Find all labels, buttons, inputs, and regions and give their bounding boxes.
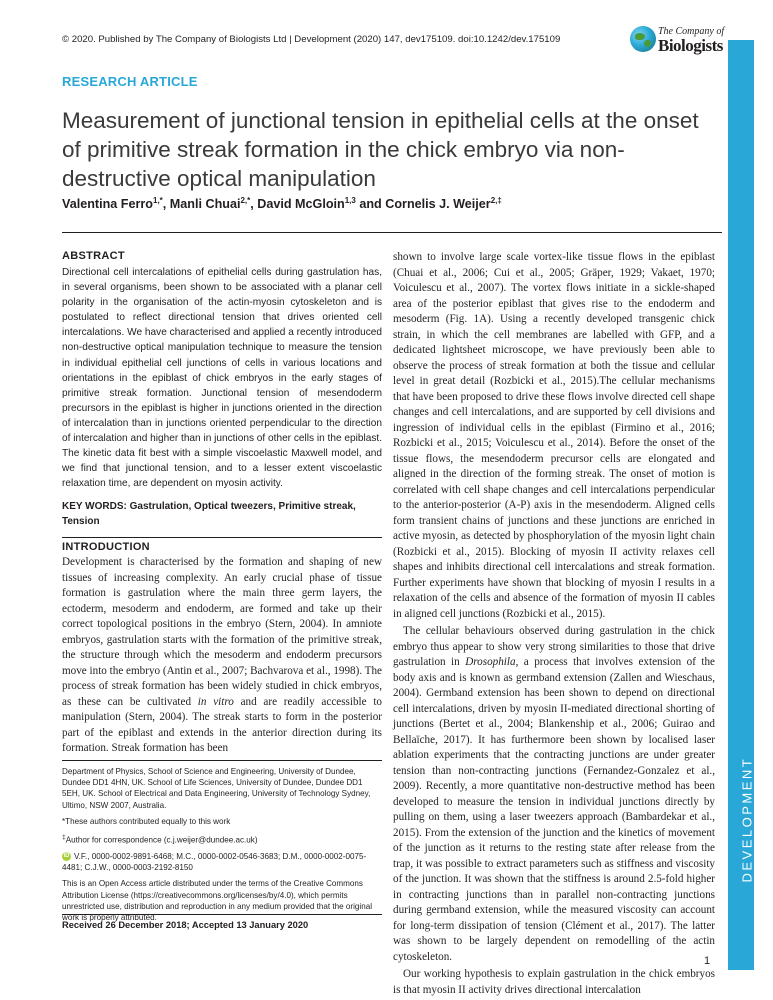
author-separator: , <box>162 197 170 212</box>
orcid-text: V.F., 0000-0002-9891-6468; M.C., 0000-0002-0546-3683; D.M., 0000-0002-0075-4481; C.J.W., 0000-0003-2192-8150 <box>62 851 367 873</box>
author-affiliation: 1,* <box>153 196 163 205</box>
footnote-divider <box>62 760 382 761</box>
intro-italic: in vitro <box>197 695 234 708</box>
author-separator: and <box>355 197 386 212</box>
right-column <box>393 248 715 998</box>
paragraph-text: , a process that involves extension of the body axis and is known as germband extension (Zallen and Wieschaus, 2004). Germband extension has been shown to depend on directional cell intercalations, driven by myosin II-mediated directional shorting of junctions (Bertet et al., 2004; Blankenship et al., 2006; Guirao and Bellaïche, 2017). It has furthermore been shown by localised laser ablation experiments that the contracting junctions are under greater tension than non-contracting junctions (Fernandez-Gonzalez et al., 2009). Recently, a more quantitative non-destructive method has been developed to measure the tension in individual junctions directly by pulling on them, using a laser tweezers approach (Bambardekar et al., 2015). From the extension of the junction and the kinetics of movement of the junction as it returns to the resting state after release from the trap, it was possible to extract parameters such as stiffness and viscosity of the junction. It was shown that the stiffness is around 2.5-fold higher in contracting junctions than in parallel non-contracting junctions during germband extension, while the measured viscosity can account for long-term dissipation of tension (Clément et al., 2017). The latter was shown to be largely dependent on remodelling of the actin cytoskeleton. <box>393 656 715 963</box>
paragraph-italic: Drosophila <box>465 656 516 668</box>
correspondence <box>62 832 382 846</box>
body-paragraph: Our working hypothesis to explain gastrulation in the chick embryos is that myosin II activity drives directional intercalation <box>393 968 715 996</box>
keywords: KEY WORDS: Gastrulation, Optical tweezers, Primitive streak, Tension <box>62 501 356 527</box>
footnotes <box>62 766 382 928</box>
correspondence-text: Author for correspondence (c.j.weijer@dundee.ac.uk) <box>65 835 258 845</box>
introduction-paragraph <box>62 555 382 757</box>
article-title: Measurement of junctional tension in epithelial cells at the onset of primitive streak formation in the chick embryo via non-destructive optical manipulation <box>62 108 699 191</box>
journal-name: DEVELOPMENT <box>739 756 755 883</box>
body-paragraph: shown to involve large scale vortex-like tissue flows in the epiblast (Chuai et al., 2006; Cui et al., 2005; Gräper, 1929; Vakaet, 1970; Voiculescu et al., 2007). The vortex flows initiate in a sickle-shaped area of the posterior epiblast that gives rise to the endoderm and mesoderm (Fig. 1A). Using a recently developed transgenic chick strain, in which the cell membranes are labelled with GFP, and a dedicated lightsheet microscope, we have previously been able to observe the process of streak formation at both the tissue and cellular level in great detail (Rozbicki et al., 2015).The cellular mechanisms that have been proposed to drive these flows involve directed cell shape changes and cell intercalations, and are supported by cell divisions and ingression of individual cells in the epiblast (Firmino et al., 2016; Rozbicki et al., 2015; Voiculescu et al., 2014). Before the onset of the tissue flows, the mesendoderm precursor cells are elongated and aligned in the direction of the forming streak. The onset of motion is correlated with cell shape changes and cell intercalations perpendicular to the anterior-posterior (A-P) axis in the mesendoderm. Aligned cells form transient chains of junctions and these junctions are enriched in active myosin, as detected by phosphorylation of the myosin light chain (Rozbicki et al., 2015). Blocking of myosin II activity relaxes cell shapes and inhibits directional cell intercalations and streak formation. Further experiments have shown that blocking of myosin I results in a relaxation of the cells and absence of the formation of myosin II cables in aligned cell junctions (Rozbicki et al., 2015). <box>393 251 715 620</box>
introduction-section <box>62 541 382 757</box>
received-divider <box>62 914 382 915</box>
title-divider <box>62 232 722 233</box>
correspondence-mark: ‡ <box>62 834 66 842</box>
author-name: Valentina Ferro <box>62 197 153 212</box>
body-paragraph <box>393 624 715 965</box>
affiliations: Department of Physics, School of Science and Engineering, University of Dundee, Dundee DD1 4HN, UK. School of Life Sciences, University of Dundee, Dundee DD1 5EH, UK. School of Electrical and Data Engineering, University of Technology Sydney, Ultimo, NSW 2007, Australia. <box>62 767 371 810</box>
introduction-heading: INTRODUCTION <box>62 541 150 553</box>
intro-text-end: and are readily accessible to manipulation (Stern, 2004). The streak starts to form in the posterior part of the epiblast and extends in the anterior direction during its formation. Streak formation has been <box>62 695 383 754</box>
equal-contribution-note: *These authors contributed equally to this work <box>62 816 231 826</box>
page-number: 1 <box>704 955 711 967</box>
logo-text-bottom: Biologists <box>658 36 723 55</box>
author-name: David McGloin <box>257 197 345 212</box>
paragraph-text: The cellular behaviours observed during gastrulation in the chick embryo thus appear to show very strong similarities to those that drive gastrulation in <box>393 625 715 668</box>
author-affiliation: 2,‡ <box>490 196 502 205</box>
running-header: © 2020. Published by The Company of Biologists Ltd | Development (2020) 147, dev175109. doi:10.1242/dev.175109 <box>62 34 561 45</box>
author-name: Manli Chuai <box>169 197 241 212</box>
author-name: Cornelis J. Weijer <box>385 197 491 212</box>
orcid-icon: iD <box>63 853 70 860</box>
abstract-text: Directional cell intercalations of epithelial cells during gastrulation has, in several organisms, been shown to be associated with a planar cell polarity in the organisation of the actin-myosin cytoskeleton and is postulated to reflect directional tension that drives oriented cell intercalations. We have characterised and applied a recently introduced non-destructive optical manipulation technique to measure the tension in individual epithelial cell junctions of cells in various locations and orientations in the epiblast of chick embryos in the early stages of primitive streak formation. Junctional tension of mesendoderm precursors in the epiblast is higher in junctions oriented in the direction of intercalation than in junctions oriented perpendicular to the direction of intercalation and higher than in junctions of other cells in the epiblast. The kinetic data fit best with a simple viscoelastic Maxwell model, and we find that junctional tension, and to a lesser extent viscoelastic relaxation time, are dependent on myosin activity. <box>62 267 382 490</box>
author-separator: , <box>250 197 258 212</box>
abstract-section <box>62 250 382 530</box>
abstract-heading: ABSTRACT <box>62 250 125 262</box>
globe-icon <box>630 26 656 52</box>
license-text: This is an Open Access article distributed under the terms of the Creative Commons Attribution License (https://creativecommons.org/licenses/by/4.0), which permits unrestricted use, distribution and reproduction in any medium provided that the original work is properly attributed. <box>62 879 372 922</box>
intro-text-start: Development is characterised by the formation and shaping of new tissues of increasing complexity. An early crucial phase of tissue formation is gastrulation where the main three germ layers, the ectoderm, mesoderm and endoderm, are formed and take up their correct topological positions in the embryo (Stern, 2004). In amniote embryos, gastrulation starts with the formation of the primitive streak, the structure through which the mesoderm and endoderm precursors move into the embryo (Antin et al., 2007; Bachvarova et al., 1998). The process of streak formation has been widely studied in chick embryos, as these can be cultivated <box>62 556 383 708</box>
author-affiliation: 2,* <box>240 196 251 205</box>
intro-divider <box>62 537 382 538</box>
author-list <box>62 196 502 211</box>
received-dates: Received 26 December 2018; Accepted 13 January 2020 <box>62 920 309 930</box>
journal-sidebar <box>728 40 754 970</box>
author-affiliation: 1,3 <box>344 196 356 205</box>
orcid-line <box>62 851 382 873</box>
logo-text-top: The Company of <box>658 26 725 37</box>
article-type: RESEARCH ARTICLE <box>62 74 198 89</box>
